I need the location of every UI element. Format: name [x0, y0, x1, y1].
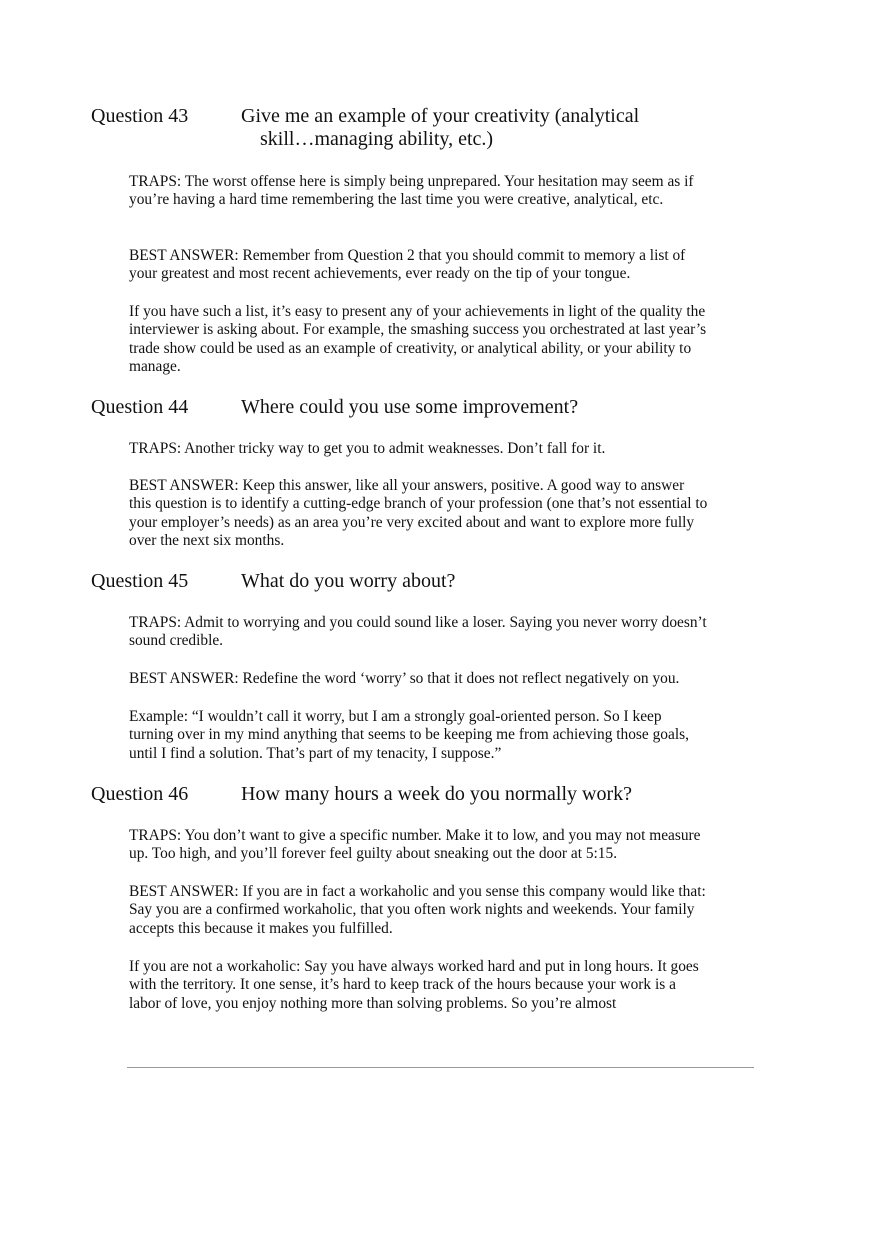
question-title-line2: skill…managing ability, etc.) — [260, 128, 494, 150]
traps-paragraph: TRAPS: You don’t want to give a specific number. Make it to low, and you may not measure up. Too high, and you’ll forever feel guilty about sneaking out the door at 5:15. — [129, 827, 701, 863]
best-answer-paragraph: BEST ANSWER: Redefine the word ‘worry’ so that it does not reflect negatively on you. — [129, 670, 680, 687]
best-answer-paragraph: BEST ANSWER: Keep this answer, like all your answers, positive. A good way to answer this question is to identify a cutting-edge branch of your profession (one that’s not essential to your employer’s needs) as an area you’re very excited about and want to explore more fully over the next six months. — [129, 477, 708, 549]
traps-paragraph: TRAPS: Admit to worrying and you could sound like a loser. Saying you never worry doesn’t sound credible. — [129, 614, 707, 650]
body-paragraph: If you are not a workaholic: Say you have always worked hard and put in long hours. It goes with the territory. It one sense, it’s hard to keep track of the hours because your work is a labor of love, you enjoy nothing more than solving problems. So you’re almost — [129, 958, 699, 1012]
question-title: How many hours a week do you normally work? — [241, 783, 633, 805]
question-number: Question 43 — [91, 105, 189, 127]
question-number: Question 44 — [91, 396, 189, 418]
best-answer-paragraph: BEST ANSWER: Remember from Question 2 that you should commit to memory a list of your greatest and most recent achievements, ever ready on the tip of your tongue. — [129, 247, 686, 283]
body-paragraph: If you have such a list, it’s easy to present any of your achievements in light of the quality the interviewer is asking about. For example, the smashing success you orchestrated at last year’s trade show could be used as an example of creativity, or analytical ability, or your ability to manage. — [129, 303, 707, 375]
question-number: Question 45 — [91, 570, 189, 592]
footer-divider — [127, 1067, 754, 1068]
question-number: Question 46 — [91, 783, 189, 805]
question-title-line1: Give me an example of your creativity (analytical — [241, 105, 640, 127]
question-title — [241, 105, 661, 151]
traps-paragraph: TRAPS: The worst offense here is simply being unprepared. Your hesitation may seem as if you’re having a hard time remembering the last time you were creative, analytical, etc. — [129, 173, 694, 209]
question-title: Where could you use some improvement? — [241, 396, 579, 418]
question-title: What do you worry about? — [241, 570, 456, 592]
example-paragraph: Example: “I wouldn’t call it worry, but I am a strongly goal-oriented person. So I keep turning over in my mind anything that seems to be keeping me from achieving those goals, until I find a solution. That’s part of my tenacity, I suppose.” — [129, 708, 689, 762]
traps-paragraph: TRAPS: Another tricky way to get you to admit weaknesses. Don’t fall for it. — [129, 440, 606, 457]
best-answer-paragraph: BEST ANSWER: If you are in fact a workaholic and you sense this company would like that: Say you are a confirmed workaholic, that you often work nights and weekends. Your family accepts this because it makes you fulfilled. — [129, 883, 706, 937]
